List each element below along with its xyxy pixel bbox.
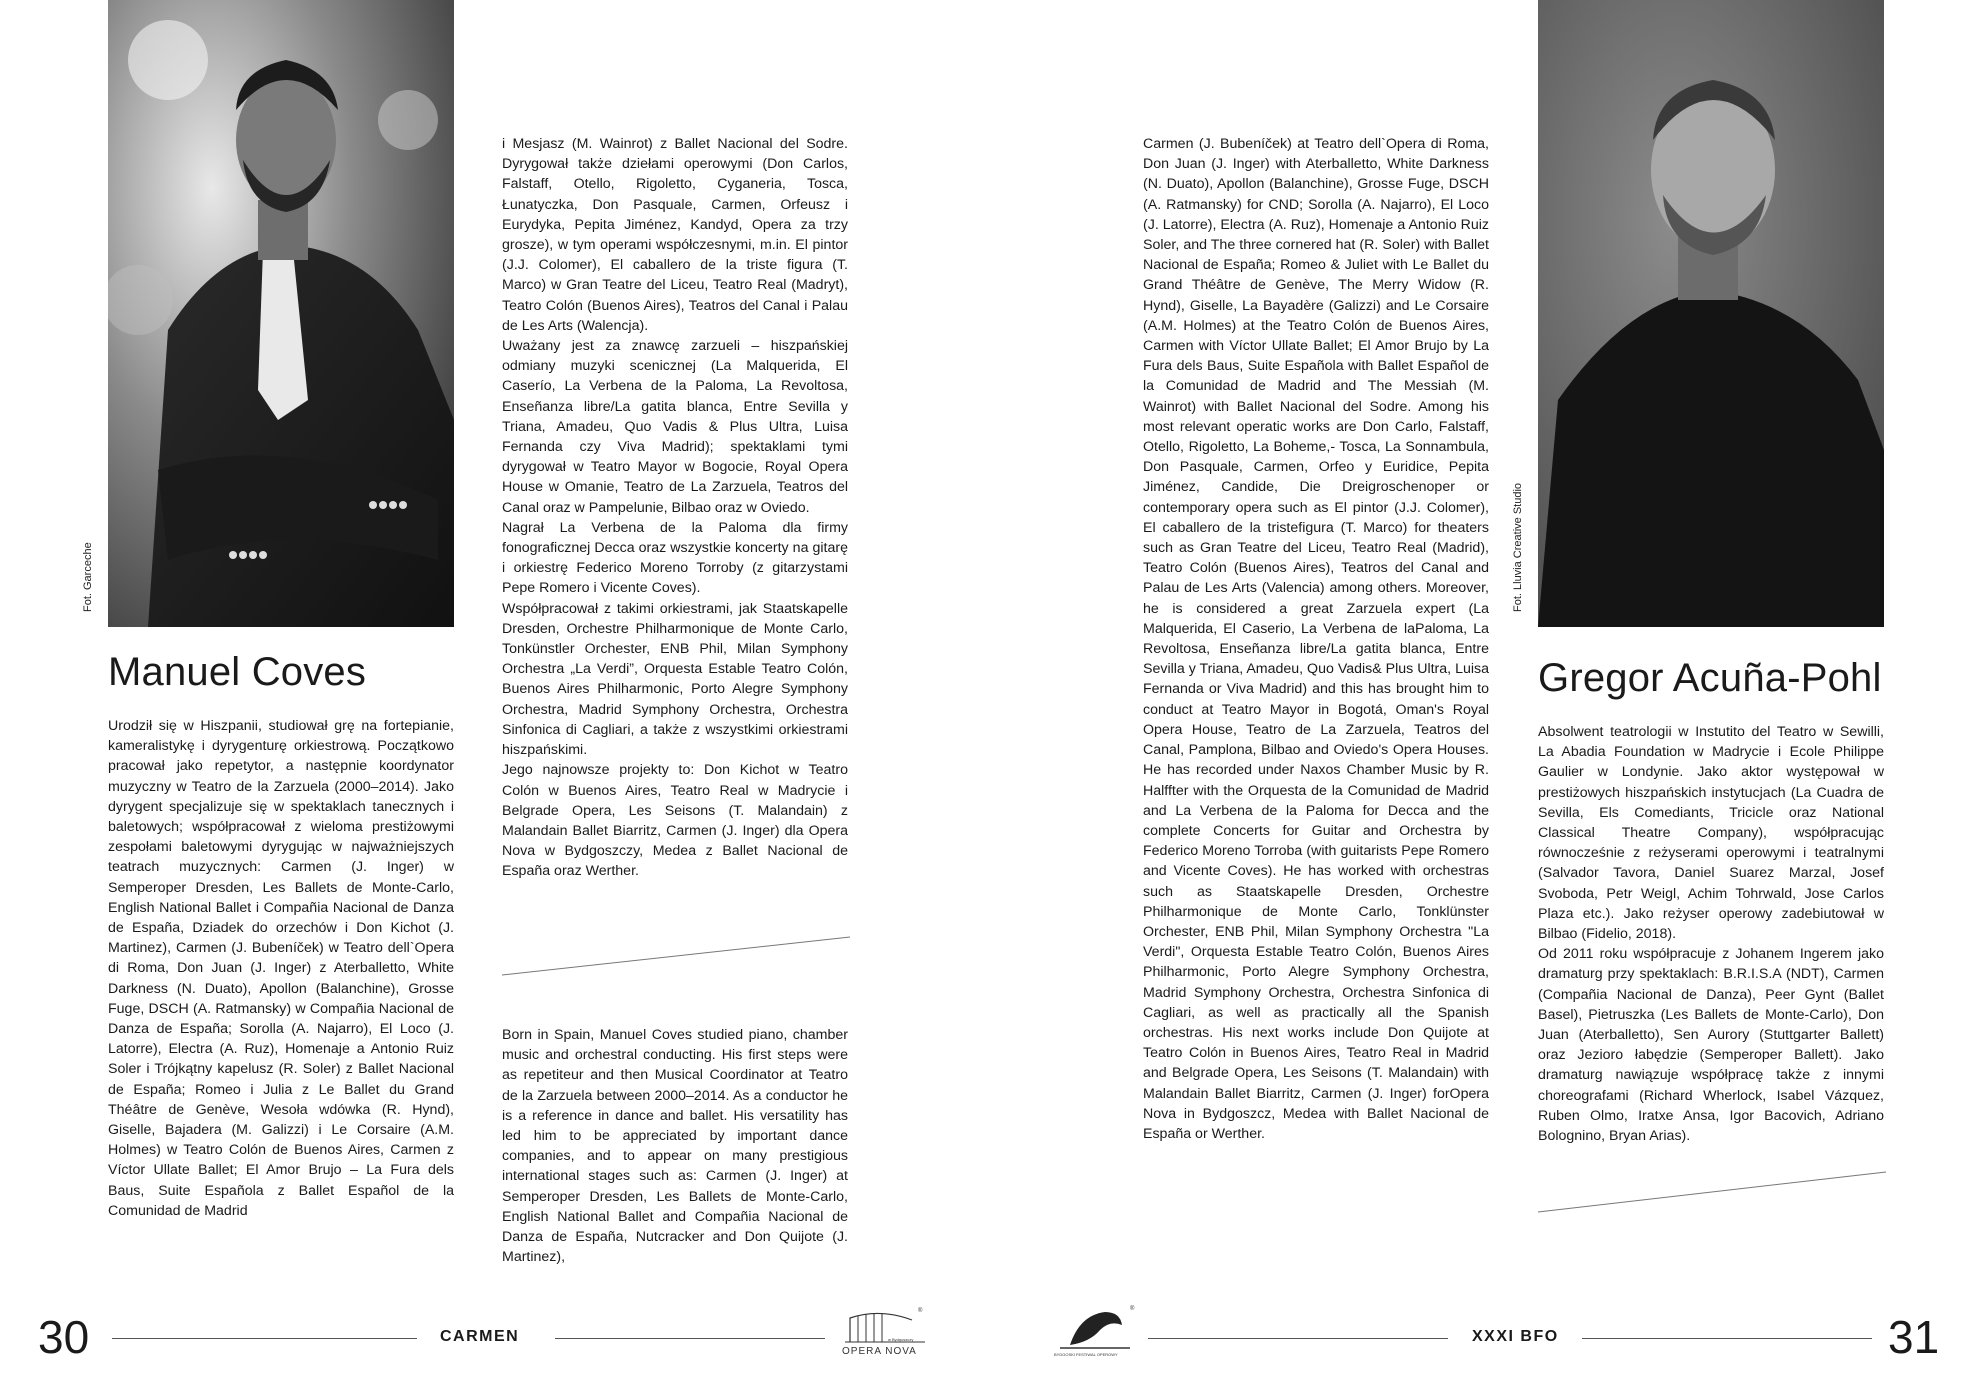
bio-pl-paragraph: Współpracował z takimi orkiestrami, jak Staatskapelle Dresden, Orchestre Philharmonique de Monte Carlo, Tonkünstler Orchester, ENB Phil, Milan Symphony Orchestra „La Verdi”, Orquesta Estable Teatro Colón, Buenos Aires Philharmonic, Porto Alegre Symphony Orchestra, Madrid Symphony Orchestra, Orchestra Sinfonica di Cagliari, a także z wszystkimi orkiestrami hiszpańskimi. [502,600,848,759]
opera-nova-logo-text: OPERA NOVA [842,1346,917,1357]
manuel-coves-photo [108,0,454,627]
footer-label-right: XXXI BFO [1472,1328,1559,1345]
bio-en-col-right [1143,134,1489,1144]
person-name-manuel-coves: Manuel Coves [108,650,367,694]
person-name-gregor-acuna-pohl: Gregor Acuña-Pohl [1538,656,1882,700]
photo-credit-left: Fot. Garceche [82,542,94,612]
bio-pl-paragraph: Uważany jest za znawcę zarzueli – hiszpańskiej odmiany muzyki scenicznej (La Malquerida, El Caserío, La Verbena de la Paloma, La Revoltosa, Enseñanza libre/La gatita blanca, Entre Sevilla y Triana, Amadeu, Quo Vadis & Plus Ultra, Luisa Fernanda czy Viva Madrid); spektaklami tymi dyrygował w Teatro Mayor w Bogocie, Royal Opera House w Omanie, Teatro de La Zarzuela, Teatros del Canal oraz w Pampelunie, Bilbao oraz w Oviedo. [502,338,848,516]
bio-pl-col-2 [502,134,848,882]
divider-line-right [1538,1170,1888,1215]
footer-rule [1148,1338,1448,1339]
bio-en-col-left [502,1025,848,1267]
bio-pl-paragraph: Od 2011 roku współpracuje z Johanem Ingerem jako dramaturg przy spektaklach: B.R.I.S.A (NDT), Carmen (Compañia Nacional de Danza), Peer Gynt (Ballet Basel), Pietruszka (Les Ballets de Monte-Carlo), Don Juan (Aterballetto), Sen Aurory (Stuttgarter Ballett) oraz Jezioro łabędzie (Semperoper Ballett). Jako dramaturg nawiązuje współpracę także z innymi choreografami (Richard Wherlock, Isabel Vázquez, Ruben Olmo, Iratxe Ansa, Igor Bacovich, Adriano Bolognino, Bryan Arias). [1538,946,1884,1145]
svg-text:®: ® [1130,1306,1135,1312]
festival-logo-text: BYDGOSKI FESTIWAL OPEROWY [1054,1352,1118,1357]
footer-rule [1582,1338,1872,1339]
page-number-right: 31 [1888,1311,1940,1363]
bio-en-paragraph: Carmen (J. Bubeníček) at Teatro dell`Opera di Roma, Don Juan (J. Inger) with Aterballetto, White Darkness (N. Duato), Apollon (Balanchine), Grosse Fuge, DSCH (A. Ratmansky) for CND; Sorolla (A. Najarro), El Loco (J. Latorre), Electra (A. Ruz), Homenaje a Antonio Ruiz Soler, and The three cornered hat (R. Soler) with Ballet Nacional de España; Romeo & Juliet with Le Ballet du Grand Théâtre de Genève, The Merry Widow (R. Hynd), Giselle, La Bayadère (Galizzi) and Le Corsaire (A.M. Holmes) at the Teatro Colón de Buenos Aires, Carmen with Víctor Ullate Ballet; El Amor Brujo by La Fura dels Baus, Suite Española with Ballet Español de la Comunidad de Madrid and The Messiah (M. Wainrot) with Ballet Nacional del Sodre. Among his most relevant operatic works are Don Carlo, Falstaff, Otello, Rigoletto, La Boheme,- Tosca, La Sonnambula, Don Pasquale, Carmen, Orfeo y Euridice, Pepita Jiménez, Candide, Die Dreigroschenoper or contemporary opera such as El pintor (J.J. Colomer), El caballero de la tristefigura (T. Marco) for theaters such as Gran Teatre del Liceu, Teatro Real (Madrid), Teatro Colón (Buenos Aires), Teatros del Canal and Palau de Les Arts (Valencia) among others. Moreover, he is considered a great Zarzuela expert (La Malquerida, El Caserio, La Verbena de laPaloma, La Revoltosa, Enseñanza libre/La gatita blanca, Entre Sevilla y Triana, Amadeu, Quo Vadis& Plus Ultra, Luisa Fernanda or Viva Madrid) and this has brought him to conduct at Teatro Mayor in Bogotá, Oman's Royal Opera House, Teatro de La Zarzuela, Teatros del Canal, Pamplona, Bilbao and Oviedo's Opera Houses. He has recorded under Naxos Chamber Music by R. Halffter with the Orquesta de la Comunidad de Madrid and La Verbena de la Paloma for Decca and the complete Concerts for Guitar and Orchestra by Federico Moreno Torroba (with guitarists Pepe Romero and Vicente Coves). He has worked with orchestras such as Staatskapelle Dresden, Orchestre Philharmonique de Monte Carlo, Tonklünster Orchester, ENB Phil, Milan Symphony Orchestra "La Verdi", Orquesta Estable Teatro Colón, Buenos Aires Philharmonic, Porto Alegre Symphony Orchestra, Madrid Symphony Orchestra, Orchestra Sinfonica di Cagliari, as well as practically all the Spanish orchestras. His next works include Don Quijote at Teatro Colón in Buenos Aires, Teatro Real in Madrid and Belgrade Opera, Les Seisons (T. Malandain) with Malandain Ballet Biarritz, Carmen (J. Inger) forOpera Nova in Bydgoszcz, Medea with Ballet Nacional de España or Werther. [1143,136,1489,1142]
bio-pl-col-right [1538,722,1884,1146]
footer-rule [112,1338,417,1339]
bio-pl-paragraph: i Mesjasz (M. Wainrot) z Ballet Nacional del Sodre. Dyrygował także dziełami operowymi (Don Carlos, Falstaff, Otello, Rigoletto, Cyganeria, Tosca, Łunatyczka, Don Pasquale, Carmen, Orfeusz i Eurydyka, Pepita Jiménez, Kandyd, Opera za trzy grosze), w tym operami współczesnymi, m.in. El pintor (J.J. Colomer), El caballero de la triste figura (T. Marco) w Gran Teatre del Liceu, Teatro Real (Madryt), Teatro Colón (Buenos Aires), Teatros del Canal i Palau de Les Arts (Walencja). [502,136,848,334]
bio-pl-paragraph: Absolwent teatrologii w Instutito del Teatro w Sewilli, La Abadia Foundation w Madrycie i Ecole Philippe Gaulier w Londynie. Jako aktor występował w prestiżowych hiszpańskich instytucjach (La Cuadra de Sevilla, Els Comediants, Tricicle oraz National Classical Theatre Company), współpracując równocześnie z reżyserami operowymi i teatralnymi (Salvador Tavora, Daniel Suarez Marzal, Josef Svoboda, Petr Weigl, Achim Tohrwald, Jose Carlos Plaza etc.). Jako reżyser operowy zadebiutował w Bilbao (Fidelio, 2018). [1538,724,1884,943]
footer-rule [555,1338,825,1339]
opera-nova-logo-small: w Bydgoszczy [888,1337,914,1342]
bio-pl-paragraph: Urodził się w Hiszpanii, studiował grę na fortepianie, kameralistykę i dyrygenturę orkiestrową. Początkowo pracował jako repetytor, a następnie koordynator muzyczny w Teatro de la Zarzuela (2000–2014). Jako dyrygent specjalizuje się w spektaklach tanecznych i baletowych; współpracował z wieloma prestiżowymi zespołami baletowymi dyrygując w najważniejszych teatrach muzycznych: Carmen (J. Inger) w Semperoper Dresden, Les Ballets de Monte-Carlo, English National Ballet i Compañia Nacional de Danza de España, Dziadek do orzechów i Don Kichot (J. Martinez), Carmen (J. Bubeníček) w Teatro dell`Opera di Roma, Don Juan (J. Inger) z Aterballetto, White Darkness (N. Duato), Apollon (Balanchine), Grosse Fuge, DSCH (A. Ratmansky) w Compañia Nacional de Danza de España; Sorolla (A. Najarro), El Loco (J. Latorre), Electra (A. Ruz), Homenaje a Antonio Ruiz Soler i Trójkątny kapelusz (R. Soler) z Ballet Nacional de España; Romeo i Julia z Le Ballet du Grand Théâtre de Genève, Wesoła wdówka (R. Hynd), Giselle, Bajadera (M. Galizzi) i Le Corsaire (A.M. Holmes) w Teatro Colón de Buenos Aires, Carmen z Víctor Ullate Ballet; El Amor Brujo – La Fura dels Baus, Suite Española z Ballet Español de la Comunidad de Madrid [108,718,454,1219]
bio-pl-col-1 [108,716,454,1221]
divider-line-left [502,935,852,980]
photo-credit-right: Fot. Lluvia Creative Studio [1512,482,1524,612]
footer-label-left: CARMEN [440,1328,520,1345]
gregor-acuna-pohl-photo [1538,0,1884,627]
festival-logo [1050,1300,1140,1360]
svg-text:®: ® [918,1308,923,1314]
bio-pl-paragraph: Jego najnowsze projekty to: Don Kichot w Teatro Colón w Buenos Aires, Teatro Real w Madrycie i Belgrade Opera, Les Seisons (T. Malandain) z Malandain Ballet Biarritz, Carmen (J. Inger) dla Opera Nova w Bydgoszczy, Medea z Ballet Nacional de España oraz Werther. [502,762,848,880]
bio-pl-paragraph: Nagrał La Verbena de la Paloma dla firmy fonograficznej Decca oraz wszystkie koncerty na gitarę i orkiestrę Federico Moreno Torroby (z gitarzystami Pepe Romero i Vicente Coves). [502,519,848,597]
opera-nova-logo [840,1300,930,1360]
bio-en-paragraph: Born in Spain, Manuel Coves studied piano, chamber music and orchestral conducting. His first steps were as repetiteur and then Musical Coordinator at Teatro de la Zarzuela between 2000–2014. As a conductor he is a reference in dance and ballet. His versatility has led him to be appreciated by important dance companies, and to appear on many prestigious international stages such as: Carmen (J. Inger) at Semperoper Dresden, Les Ballets de Monte-Carlo, English National Ballet and Compañia Nacional de Danza de España, Nutcracker and Don Quijote (J. Martinez), [502,1027,848,1266]
page-number-left: 30 [38,1311,90,1363]
